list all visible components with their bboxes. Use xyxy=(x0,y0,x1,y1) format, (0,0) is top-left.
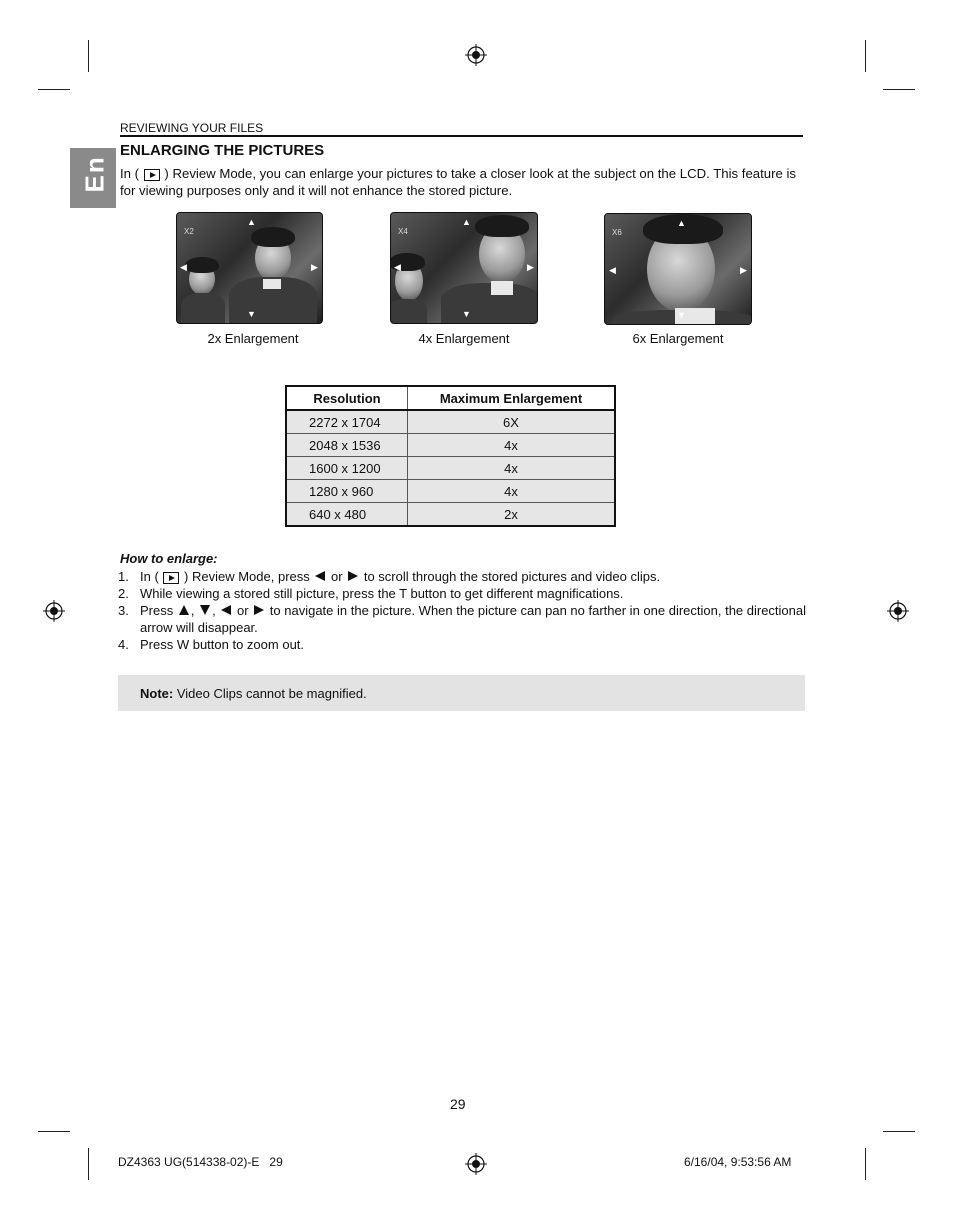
language-tab-label: En xyxy=(79,155,110,193)
zoom-label: X2 xyxy=(184,227,194,236)
enlargement-table xyxy=(285,385,616,527)
step-number: 4. xyxy=(118,637,129,652)
list-item xyxy=(118,568,808,585)
howto-title: How to enlarge: xyxy=(120,551,218,566)
note-box xyxy=(118,675,805,711)
table-header-resolution: Resolution xyxy=(286,386,408,410)
crop-mark xyxy=(38,89,70,90)
intro-prefix: In ( xyxy=(120,166,140,181)
registration-mark-icon xyxy=(465,44,487,66)
registration-mark-icon xyxy=(465,1153,487,1175)
up-arrow-icon xyxy=(179,605,189,615)
photo-man-shirt xyxy=(441,283,538,324)
table-cell-resolution: 1600 x 1200 xyxy=(286,457,408,480)
steps-list xyxy=(118,568,808,653)
arrow-left-icon: ◀ xyxy=(609,265,616,275)
note-body: Video Clips cannot be magnified. xyxy=(173,686,367,701)
arrow-left-icon: ◀ xyxy=(394,262,401,272)
footer-timestamp: 6/16/04, 9:53:56 AM xyxy=(684,1155,792,1169)
table-row xyxy=(286,457,615,480)
arrow-left-icon: ◀ xyxy=(180,262,187,272)
crop-mark xyxy=(865,40,866,72)
step-text: Press W button to zoom out. xyxy=(140,637,305,652)
enlargement-photo-4x xyxy=(390,212,538,324)
arrow-down-icon: ▼ xyxy=(677,310,686,320)
table-row xyxy=(286,503,615,527)
list-item xyxy=(118,585,808,602)
arrow-down-icon: ▼ xyxy=(462,309,471,319)
zoom-label: X4 xyxy=(398,227,408,236)
table-cell-resolution: 1280 x 960 xyxy=(286,480,408,503)
step-text: to scroll through the stored pictures and video clips. xyxy=(363,569,661,584)
zoom-label: X6 xyxy=(612,228,622,237)
table-header-row xyxy=(286,386,615,410)
crop-mark xyxy=(38,1131,70,1132)
crop-mark xyxy=(88,1148,89,1180)
step-number: 1. xyxy=(118,569,129,584)
step-text: , xyxy=(212,603,216,618)
table-cell-enlargement: 2x xyxy=(408,503,616,527)
caption-2x: 2x Enlargement xyxy=(207,331,299,346)
step-text: or xyxy=(331,569,343,584)
photo-man-hair xyxy=(475,215,529,237)
list-item xyxy=(118,636,808,653)
step-text: ) Review Mode, press xyxy=(184,569,310,584)
play-mode-icon xyxy=(163,572,179,584)
intro-suffix: ) Review Mode, you can enlarge your pictures to take a closer look at the subject on the LCD. This feature is for viewing purposes only and it will not enhance the stored picture. xyxy=(120,166,797,198)
down-arrow-icon xyxy=(200,605,210,615)
note-text xyxy=(140,686,367,701)
caption-6x: 6x Enlargement xyxy=(632,331,724,346)
step-text: , xyxy=(190,603,195,618)
header-rule xyxy=(120,135,803,137)
right-arrow-icon xyxy=(254,605,264,615)
note-label: Note: xyxy=(140,686,174,701)
step-text: to navigate in the picture. When the picture can pan no farther in one direction, the directional arrow will disappear. xyxy=(140,603,807,635)
step-text: or xyxy=(236,603,249,618)
table-header-max-enlargement: Maximum Enlargement xyxy=(408,386,616,410)
arrow-up-icon: ▲ xyxy=(247,217,256,227)
play-mode-icon xyxy=(144,169,160,181)
photo-man-collar xyxy=(263,279,281,289)
page-number: 29 xyxy=(450,1096,466,1112)
enlargement-photo-2x xyxy=(176,212,323,324)
language-tab xyxy=(70,148,116,208)
table-cell-resolution: 2272 x 1704 xyxy=(286,410,408,434)
registration-mark-icon xyxy=(887,600,909,622)
crop-mark xyxy=(883,1131,915,1132)
arrow-down-icon: ▼ xyxy=(247,309,256,319)
step-text: While viewing a stored still picture, press the T button to get different magnifications. xyxy=(140,586,624,601)
page-heading: ENLARGING THE PICTURES xyxy=(120,142,325,159)
step-number: 3. xyxy=(118,603,129,618)
left-arrow-icon xyxy=(221,605,231,615)
crop-mark xyxy=(88,40,89,72)
table-cell-resolution: 2048 x 1536 xyxy=(286,434,408,457)
intro-paragraph xyxy=(120,165,800,199)
photo-man-collar xyxy=(491,281,513,295)
table-row xyxy=(286,434,615,457)
table-cell-resolution: 640 x 480 xyxy=(286,503,408,527)
section-label: REVIEWING YOUR FILES xyxy=(120,121,264,135)
footer-print-info: DZ4363 UG(514338-02)-E 29 xyxy=(118,1155,283,1169)
step-text: Press xyxy=(140,603,174,618)
step-number: 2. xyxy=(118,586,129,601)
table-row xyxy=(286,410,615,434)
crop-mark xyxy=(883,89,915,90)
table-cell-enlargement: 4x xyxy=(408,480,616,503)
right-arrow-icon xyxy=(348,571,358,581)
photo-child-shirt xyxy=(181,293,225,323)
caption-4x: 4x Enlargement xyxy=(418,331,510,346)
table-cell-enlargement: 4x xyxy=(408,457,616,480)
table-cell-enlargement: 6X xyxy=(408,410,616,434)
photo-man-hair xyxy=(251,227,295,247)
arrow-right-icon: ▶ xyxy=(740,265,747,275)
step-text: In ( xyxy=(140,569,159,584)
arrow-up-icon: ▲ xyxy=(462,217,471,227)
enlargement-photo-6x xyxy=(604,213,752,325)
photo-child-shirt xyxy=(390,299,427,324)
arrow-up-icon: ▲ xyxy=(677,218,686,228)
table-cell-enlargement: 4x xyxy=(408,434,616,457)
photo-child-hair xyxy=(185,257,219,273)
arrow-right-icon: ▶ xyxy=(527,262,534,272)
table-row xyxy=(286,480,615,503)
registration-mark-icon xyxy=(43,600,65,622)
arrow-right-icon: ▶ xyxy=(311,262,318,272)
list-item xyxy=(118,602,808,636)
left-arrow-icon xyxy=(315,571,325,581)
crop-mark xyxy=(865,1148,866,1180)
